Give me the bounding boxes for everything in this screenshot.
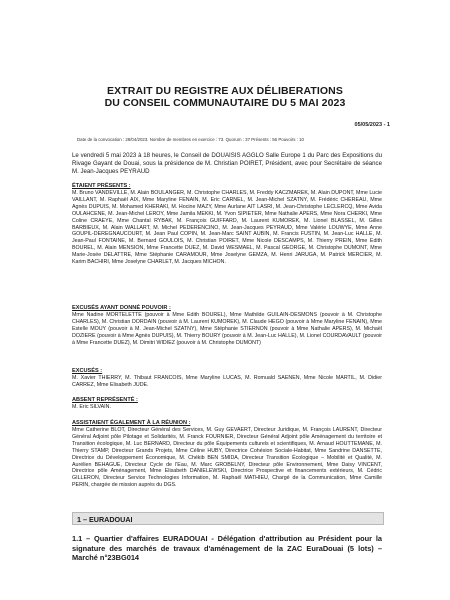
section-title: ÉTAIENT PRÉSENTS : bbox=[72, 183, 131, 189]
section-body: Mme Catherine BLOT, Directeur Général des Services, M. Guy GEVAERT, Directeur Juridique, M. François LAURENT, Directeur Général Adjoint pôle Pilotage et Solidarités, M. Franck FOURNIER, Directeur Général Adjoint pôle Aménagement du territoire et Transition écologique, M. Luc BERNARD, Directeur du pôle Équipements culturels et scientifiques, M. Arnaud HOUTTEMANE, M. Thierry STAMP, Directeur Grands Projets, Mme Céline HUBY, Directrice Cohésion Sociale-Habitat, Mme Sandrine DANSETTE, Directrice du Développement Économique, M. Chékib BEN SMIDA, Directeur Transition Écologique – Mobilité et Qualité, M. Aurélien BEHAGUE, Directeur Cycle de l'Eau, M. Marc GROBELNY, Directeur pôle Environnement, Mme Daisy VINCENT, Directrice pôle Aménagement, Mme Elisabeth DANIELEWSKI, Directrice Prospective et financements extérieurs, M. Cédric GILLERON, Directeur Service Technologies Information, M. Raphaël MATHIEU, Chargé de la Communication, Mme Camille PERIN, chargée de mission auprès du DGS. bbox=[72, 427, 382, 489]
section-assistaient bbox=[72, 420, 382, 489]
deliberation-reference: 05/05/2023 - 1 bbox=[354, 122, 390, 128]
section-title: EXCUSÉS : bbox=[72, 368, 103, 374]
section-band-label: 1 – EURADOUAI bbox=[77, 514, 133, 524]
section-body: M. Bruno VANDEVILLE, M. Alain BOULANGER, M. Christophe CHARLES, M. Freddy KACZMAREK, M. Alain DUPONT, Mme Lucie VAILLANT, M. Raphaël AIX, Mme Maryline FENAIN, M. Eric CARNEL, M. Jean-Michel SZATNY, M. Frédéric CHEREAU, Mme Agnès DUPUIS, M. Mohamed KHERAKI, M. Hocine MAZY, Mme Aurlane AIT LASRI, M. Jean-Christophe LECLERCQ, Mme Avida OULAHCENE, M. Jean-Michel LEROY, Mme Jamila MEKKI, M. Yvon SIPIETER, Mme Nathalie APERS, Mme Nora CHERKI, Mme Coline CRAEYE, Mme Chantal RYBAK, M. François GUIFFARD, M. Laurent KUMOREK, M. Lionel BLASSEL, M. Gilles BARBIEUX, M. Alain WALLART, M. Michel PEDERENCINO, M. Jean-Jacques PEYRAUD, Mme Valérie LOUWYE, Mme Anne GOUPIL-DEREGNAUCOURT, M. Jean Paul COPIN, M. Jean-Marc SAINT AUBIN, M. Francis FUSTIN, M. Jean-Luc HALLE, M. Jean-Paul FONTAINE, M. Bernard GOULOIS, M. Christian POIRET, Mme Nicole DESCAMPS, M. Thierry PREIN, Mme Edith BOUREL, M. Alain MENSION, Mme Francette DUEZ, M. David WESMAEL, M. Pascal GEORGE, M. Christophe DUMONT, Mme Marie-Josée DELATTRE, Mme Stéphanie CARAMOUR, Mme Joselyne GEMZA, M. Henri JARUGA, M. Patrick MERCIER, M. Karim BACHIRI, Mme Joselyne CHARLET, M. Jacques MICHON. bbox=[72, 190, 382, 266]
intro-paragraph: Le vendredi 5 mai 2023 à 18 heures, le Conseil de DOUAISIS AGGLO Salle Europe 1 du Parc des Expositions du Rivage Gayant de Douai, sous la présidence de M. Christian POIRET, Président, avec pour Secrétaire de séance M. Jean-Jacques PEYRAUD bbox=[72, 152, 382, 175]
document-title-line1: EXTRAIT DU REGISTRE AUX DÉLIBERATIONS bbox=[107, 85, 343, 97]
section-title: ASSISTAIENT ÉGALEMENT À LA RÉUNION : bbox=[72, 420, 191, 426]
section-band-euradouai bbox=[72, 512, 384, 525]
section-body: Mme Nadine MORTELETTE (pouvoir à Mme Edith BOUREL), Mme Mathilde GUILAIN-DESMONS (pouvoir à M. Christophe CHARLES), M. Christian DORDAIN (pouvoir à M. Laurent KUMOREK), M. Claude HEGO (pouvoir à Mme Maryline FENAIN), Mme Estelle MOUY (pouvoir à M. Jean-Michel SZATNY), Mme Stéphanie STIERNON (pouvoir à Mme Nathalie APERS), M. Michaël DOZIERE (pouvoir à Mme Agnès DUPUIS), M. Thierry BOURY (pouvoir à M. Jean-Luc HALLE), M. Lionel COURDAVAULT (pouvoir à Mme Francette DUEZ), M. Dimitri WIDIEZ (pouvoir à M. Christophe DUMONT) bbox=[72, 312, 382, 346]
section-excuses-pouvoir bbox=[72, 305, 382, 347]
document-title-line2: DU CONSEIL COMMUNAUTAIRE DU 5 MAI 2023 bbox=[104, 97, 346, 109]
section-title: EXCUSÉS AYANT DONNÉ POUVOIR : bbox=[72, 305, 171, 311]
convocation-meta: Date de la convocation : 28/04/2023. Nombre de membres en exercice : 73. Quorum : 37 Présents : 56 Pouvoirs : 10 bbox=[77, 137, 304, 142]
deliberation-subheading: 1.1 – Quartier d'affaires EURADOUAI - Délégation d'attribution au Président pour la signature des marchés de travaux d'aménagement de la ZAC EuraDouai (5 lots) – Marché n°23BG014 bbox=[72, 534, 382, 562]
section-body: M. Eric SILVAIN. bbox=[72, 404, 111, 410]
section-presents bbox=[72, 183, 382, 266]
section-excuses bbox=[72, 368, 382, 389]
section-title: ABSENT REPRÉSENTÉ : bbox=[72, 397, 138, 403]
section-body: M. Xavier THIERRY, M. Thibaut FRANCOIS, Mme Maryline LUCAS, M. Romuald SAENEN, Mme Nicole MARTIL, M. Didier CARREZ, Mme Elisabeth JUDE. bbox=[72, 375, 382, 388]
section-absent bbox=[72, 397, 382, 411]
